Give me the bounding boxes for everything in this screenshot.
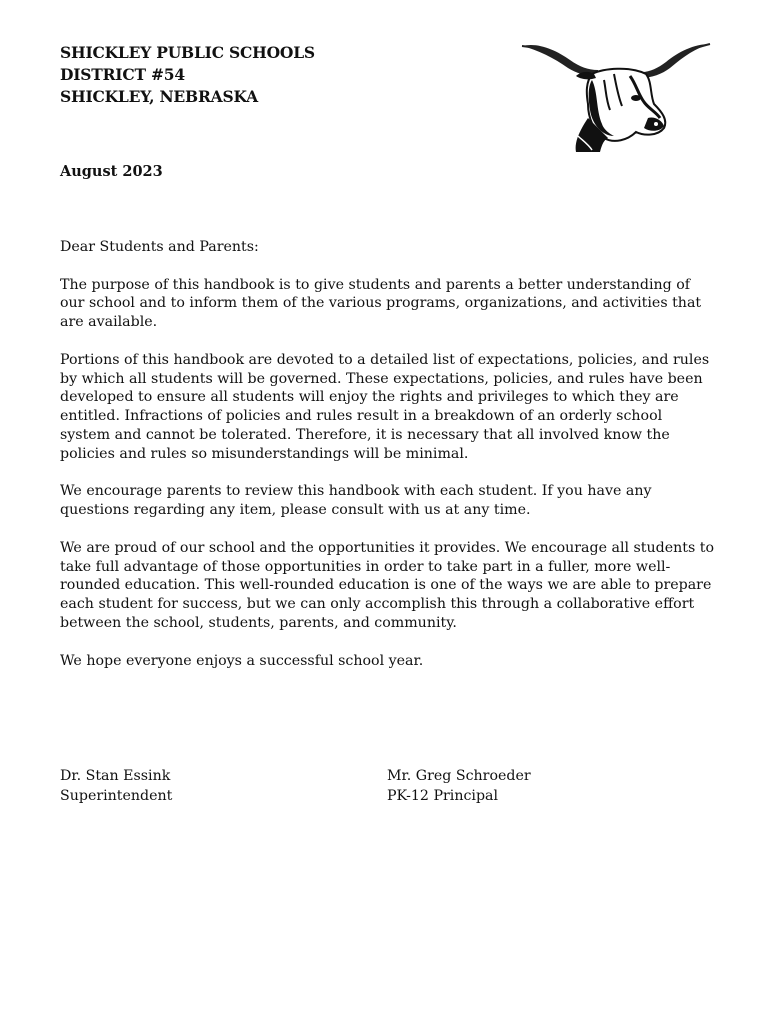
school-letterhead (60, 42, 315, 108)
signature-principal (387, 767, 531, 806)
signer-name: Dr. Stan Essink (60, 768, 171, 784)
letter-date: August 2023 (60, 163, 163, 180)
school-name: SHICKLEY PUBLIC SCHOOLS (60, 43, 315, 62)
paragraph-opportunities: We are proud of our school and the opportunities it provides. We encourage all students to take full advantage of those opportunities in order to take part in a fuller, more well-rounded education. This well-rounded education is one of the ways we are able to prepare each student for success, but we can only accomplish this through a collaborative effort between the school, students, parents, and community. (60, 539, 714, 631)
salutation: Dear Students and Parents: (60, 239, 259, 255)
district-number: DISTRICT #54 (60, 65, 185, 84)
paragraph-purpose: The purpose of this handbook is to give students and parents a better understanding of our school and to inform them of the various programs, organizations, and activities that are available. (60, 276, 702, 331)
letter-body (60, 238, 715, 689)
signer-title: PK-12 Principal (387, 787, 499, 804)
paragraph-review: We encourage parents to review this handbook with each student. If you have any questions regarding any item, please consult with us at any time. (60, 483, 652, 519)
school-location: SHICKLEY, NEBRASKA (60, 87, 258, 106)
signature-superintendent (60, 767, 172, 806)
longhorn-steer-icon (518, 40, 714, 154)
paragraph-policies: Portions of this handbook are devoted to a detailed list of expectations, policies, and rules by which all students will be governed. These expectations, policies, and rules have been developed to ensure all students will enjoy the rights and privileges to which they are entitled. Infractions of policies and rules result in a breakdown of an orderly school system and cannot be tolerated. Therefore, it is necessary that all involved know the policies and rules so misunderstandings will be minimal. (60, 351, 710, 462)
paragraph-closing: We hope everyone enjoys a successful school year. (60, 652, 424, 669)
signer-name: Mr. Greg Schroeder (387, 768, 531, 784)
signer-title: Superintendent (60, 787, 173, 804)
